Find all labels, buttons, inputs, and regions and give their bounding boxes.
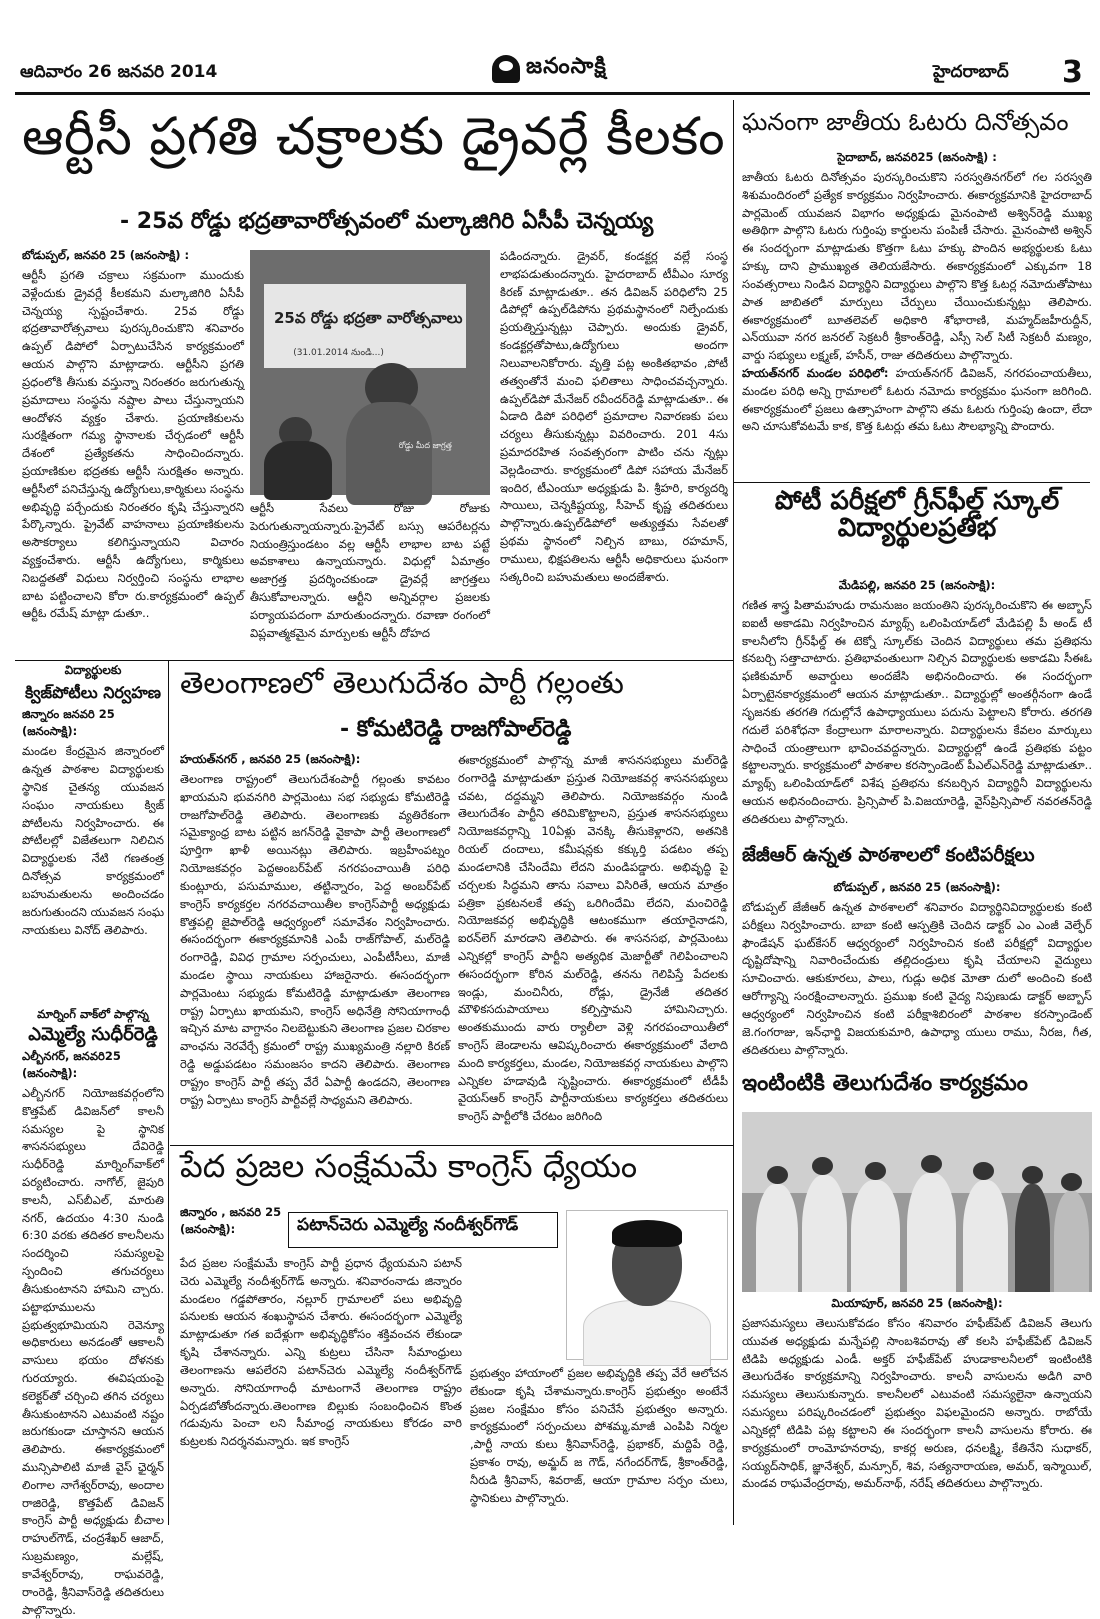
congress-headline: పేద ప్రజల సంక్షేమమే కాంగ్రెస్ ధ్యేయం xyxy=(180,1147,638,1185)
photo-person-1 xyxy=(756,1184,798,1292)
voters-headline: ఘనంగా జాతీయ ఓటరు దినోత్సవం xyxy=(742,108,1069,136)
congress-dateline: జిన్నారం , జనవరి 25 (జనంసాక్షి): xyxy=(180,1205,282,1236)
page-number: 3 xyxy=(1062,55,1083,90)
photo-person-body xyxy=(346,402,432,505)
quiz-kicker: విద్యార్థులకు xyxy=(64,663,122,677)
photo-door-to-door xyxy=(742,1112,1092,1292)
voters-dateline: సైదాబాద్, జనవరి25 (జనంసాక్షి) : xyxy=(837,150,997,164)
photo-head-1 xyxy=(767,1166,788,1184)
main-headline: ఆర్టీసీ ప్రగతి చక్రాలకు డ్రైవర్లే కీలకం xyxy=(22,107,726,167)
photo-banner-date: (31.01.2014 నుండి...) xyxy=(293,348,384,358)
intinti-body: ప్రజాసమస్యలు తెలుసుకోవడం కోసం శనివారం హఫీజ్‌పేట్ డివిజన్ తెలుగు యువత అధ్యక్షుడు మన్నేపల్లి సాంబశివరావు తో కలసి హఫీజ్‌పేట్ డివిజన్ టిడిపి అధ్యక్షుడు ఎండీ. అక్తర్ హఫీజ్‌పేట్ హుడాకాలనీలలో ఇంటింటికి తెలుగుదేశం కార్యక్రమాన్ని నిర్వహించారు. కాలనీ వాసులను అడిగి వారి సమస్యలు తెలుసుకున్నారు. కాలనీలలో ఎటువంటి సమస్యలైనా ఉన్నాయని సమస్యలు పరిష్కరించడంలో ప్రభుత్వం విఫలమైందని అన్నారు. రాబోయే ఎన్నికల్లో టిడిపి పట్ల కట్టాలని ఈ సందర్భంగా కాలనీ వాసులను కోరారు. ఈ కార్యక్రమంలో రాంమోహనరావు, కాకర్ల అరుణ, ధనలక్ష్మి, కేతినేని సుధాకర్, సయ్యద్‌సాధిక్, జ్ఞానేశ్వర్, మన్సూర్, శివ, సత్యనారాయణ, అమర్, ఇస్మాయిల్, మండవ రాఘవేంద్రరావు, అమర్‌నాథ్, నరేష్ తదితరులు పాల్గొన్నారు. xyxy=(742,1316,1092,1491)
main-subhead: - 25వ రోడ్డు భద్రతావారోత్సవంలో మల్కాజిగిరి ఏసీపీ చెన్నయ్య xyxy=(120,209,654,234)
photo-head-6 xyxy=(1022,1166,1043,1184)
greenfield-headline: పోటీ పరీక్షలో గ్రీన్‌ఫీల్డ్ స్కూల్ విద్యార్థులప్రతిభ xyxy=(774,486,1060,544)
eye-body: బోడుప్పల్ జేజీఆర్ ఉన్నత పాఠశాలలో శనివారం విద్యార్థినివిద్యార్థులకు కంటి పరీక్షలు నిర్వహించారు. బాబా కంటి ఆస్పత్రికి చెందిన డాక్టర్ ఎం ఎంజీ వెల్ఫేర్ ఫౌండేషన్ ఘట్‌కేసర్ ఆధ్వర్యంలో నిర్వహించిన కంటి పరీక్షల్లో విద్యార్థుల దృష్టిదోషాన్ని నివారించేందుకు తల్లిదండ్రులు కృషి చేయాలని వైద్యులు సూచించారు. ఆకుకూరలు, పాలు, గుడ్లు అధిక మోతా దులో అందించి కంటి ఆరోగ్యాన్ని సంరక్షించాలన్నారు. ప్రముఖ కంటి వైద్య నిపుణుడు డాక్టర్ అబ్బాస్ ఆధ్వర్యంలో నిర్వహించిన కంటి పరీక్షాశిబిరంలో పాఠశాల కరస్పాండెంట్ జె.గంగరాజు, ఇన్‌ఛార్జి విజయకుమారి, ఉపాధ్యా యులు రాము, నీరజ, గీత, తదితరులు పాల్గొన్నారు. xyxy=(742,900,1092,1057)
photo-seated-body xyxy=(264,441,331,500)
masthead-rule xyxy=(15,92,1090,95)
congress-subhead-box xyxy=(288,1212,558,1248)
walk-headline: ఎమ్మెల్యే సుధీర్‌రెడ్డి xyxy=(28,1024,158,1046)
voters-article xyxy=(742,150,1092,480)
walk-body: ఎల్బీనగర్ నియోజకవర్గంలోని కొత్తపేట్ డివిజన్‌లో కాలనీ సమస్యల పై స్థానిక శాసనసభ్యులు దేవిరెడ్డి సుధీర్‌రెడ్డి మార్నింగ్‌వాక్‌లో పర్యటించారు. నాగోల్, జైపురి కాలనీ, ఎస్‌బీఎల్, మారుతి నగర్, ఉదయం 4:30 నుండి 6:30 వరకు తదితర కాలనీలను సందర్శించి సమస్యలపై స్పందించి తగుచర్యలు తీసుకుంటానని హామిని చ్చారు. పట్టాభూములను ప్రభుత్వభూమియని రెవెన్యూ అధికారులు అనడంతో ఆకాలనీ వాసులు భయం దోళనకు గురయ్యారు. ఈవిషయంపై కలెక్టర్‌తో చర్చించి తగిన చర్యలు తీసుకుంటానని ఎటువంటి నష్టం జరుగకుండా చూస్తానని ఆయన తెలిపారు. ఈకార్యక్రమంలో మున్సిపాలిటి మాజీ వైస్ ఛైర్మన్ లింగాల నాగేశ్వర్‌రావు, అందాల రాజిరెడ్డి, కొత్తపేట్ డివిజన్ కాంగ్రెస్ పార్టీ అధ్యక్షుడు బీచాల రాహుల్‌గౌడ్, చంద్రశేఖర్ ఆజాద్, సుబ్రమణ్యం, మల్లేష్, కావేశ్వర్‌రావు, రాఘవరెడ్డి, రాంరెడ్డి, శ్రీనివాస్‌రెడ్డి తదితరులు పాల్గొన్నారు. xyxy=(22,1085,164,1617)
congress-col1a xyxy=(180,1255,462,1525)
eye-headline: జేజీఆర్ ఉన్నత పాఠశాలలో కంటిపరీక్షలు xyxy=(742,844,1035,866)
main-col3 xyxy=(500,248,728,653)
intinti-headline: ఇంటింటికి తెలుగుదేశం కార్యక్రమం xyxy=(742,1071,1028,1096)
section-rule xyxy=(170,1145,733,1146)
masthead-city: హైదరాబాద్ xyxy=(933,62,1009,82)
masthead-date: ఆదివారం 26 జనవరి 2014 xyxy=(20,62,218,82)
main-body-col3: పడిందన్నారు. డ్రైవర్, కండక్టర్ల వల్లే సంస్థ లాభపడుతుందన్నారు. హైదరాబాద్ టీవీఎం సూర్య కిరణ్ మాట్లాడుతూ.. తన డివిజన్ పరిధిలోని 25 డిపోల్లో ఉప్పల్‌డిపోను ప్రథమస్థానంలో నిల్పేందుకు ప్రయత్నిస్తున్నట్లు చెప్పారు. అందుకు డ్రైవర్, కండక్టర్లతోపాటు,ఉద్యోగులు అందగా నిలువాలనికోరారు. వృత్తి పట్ల అంకితభావం ,పోటీ తత్వంతోనే మంచి ఫలితాలు సాధించవచ్చన్నారు. ఉప్పల్‌డిపో మేనేజర్ రవీందర్‌రెడ్డి మాట్లాడుతూ.. ఈ ఏడాది డిపో పరిధిలో ప్రమాదాల నివారణకు పలు చర్యలు తీసుకున్నట్లు వివరించారు. 201 4సు ప్రమాదరహిత సంవత్సరంగా పాటిం చను న్నట్లు వెల్లడించారు. కార్యక్రమంలో డిపో సహాయ మేనేజర్ ఇందిర, టీఎంయూ అధ్యక్షుడు పి. శ్రీహరి, కార్యదర్శి సాయిలు, చెన్నకిష్టయ్య, సీహెచ్ కృష్ణ తదితరులు పాల్గొన్నారు.ఉప్పల్‌డిపోలో అత్యుత్తమ సేవలతో ప్రథమ స్థానంలో నిల్చిన బాబు, రహమాన్, రాములు, భిక్షపతిలను ఆర్టీసీ అధికారులు ఘనంగా సత్కరించి బహుమతులు అందజేశారు. xyxy=(500,249,728,584)
quiz-article xyxy=(22,664,164,1004)
congress-subhead: పటాన్‌చెరు ఎమ్మెల్యే నందీశ్వర్‌గౌడ్ xyxy=(297,1215,519,1235)
main-dateline: బోడుప్పల్, జనవరి 25 (జనంసాక్షి) : xyxy=(22,248,190,262)
logo-icon xyxy=(492,55,520,83)
main-col2-bottom xyxy=(250,500,490,655)
photo-note: రోడ్డు మీద జాగ్రత్త xyxy=(398,441,452,451)
intinti-article xyxy=(742,1296,1092,1526)
masthead-logo xyxy=(492,52,672,86)
quiz-body: మండల కేంద్రమైన జిన్నారంలో ఉన్నత పాఠశాల విద్యార్థులకు స్థానిక చైతన్య యువజన సంఘం నాయకులు క్విజ్ పోటీలను నిర్వహించారు. ఈ పోటీలల్లో విజేతలుగా నిలిచిన విద్యార్థులకు నేటి గణతంత్ర దినోత్సవ కార్యక్రమంలో బహుమతులను అందించడం జరుగుతుందని యువజన సంఘ నాయకులు వినోద్ తెలిపారు. xyxy=(22,744,164,937)
section-rule xyxy=(734,482,1090,483)
quiz-dateline: జిన్నారం జనవరి 25 (జనంసాక్షి): xyxy=(22,707,115,739)
tdp-headline: తెలంగాణలో తెలుగుదేశం పార్టీ గల్లంతు xyxy=(180,666,624,701)
voters-body-2 xyxy=(742,365,1092,436)
tdp-body-col2: ఈకార్యక్రమంలో పాల్గొన్న మాజీ శాసనసభ్యులు మల్‌రెడ్డి రంగారెడ్డి మాట్లాడుతూ ప్రస్తుత నియోజకవర్గ శాసనసభ్యులు చవట, దద్దమ్మని తెలిపారు. నియోజకవర్గం నుండి తెలుగుదేశం పార్టీని తరిమికొట్టాలని, ప్రస్తుత శాసనసభ్యులు నియోజకవర్గాన్ని 10ఏళ్లు వెనక్కి తీసుకెళ్లారని, అతనికి రియల్ దందాలు, కమీషన్లకు కక్కుర్తి పడటం తప్ప మండలానికి చేసిందేమి లేదని మండిపడ్డారు. అభివృద్ధి పై చర్చలకు సిద్ధమని తాను సవాలు విసిరితే, ఆయన మాత్రం పత్రికా ప్రకటనలకే తప్ప ఒరిగిందేమి లేదని, మంచిరెడ్డి నియోజకవర్గ అభివృద్ధికి ఆటంకముగా తయారైనాడని, ఐరన్‌లెగ్ మారడాని తెలిపారు. ఈ శాసనసభ, పార్లమెంటు ఎన్నికల్లో కాంగ్రెస్ పార్టీని అత్యధిక మెజార్టీతో గెలిపించాలని ఈసందర్భంగా కోరిన మల్‌రెడ్డి, తనను గెలిపిస్తే పేదలకు ఇండ్లు, మంచినీరు, రోడ్లు, డ్రైనేజీ తదితర మౌళికసదుపాయాలు కల్పిస్తామని హామినిచ్చారు. అంతకుముందు వారు ర్యాలీలా వెళ్లి నగరపంచాయితీలో కాంగ్రెస్ జెండాలను ఆవిష్కరించారు ఈకార్యక్రమంలో వేలాది మంది కార్యకర్తలు, మండల, నియోజకవర్గ నాయకులు పాల్గొని ఎన్నికల హడావుడి సృష్టించారు. ఈకార్యక్రమంలో టీడీపీ వైయస్‌ఆర్ కాంగ్రెస్ పార్టీనాయకులు కార్యకర్తలు తదితరులు కాంగ్రెస్ పార్టీలోకి చేరటం జరిగింది xyxy=(458,753,728,1124)
greenfield-article xyxy=(742,578,1092,840)
greenfield-body: గణిత శాస్త్ర పితామహుడు రామనుజం జయంతిని పురస్కరించుకొని ఈ అబ్బాస్ ఐఐటీ అకాడమి నిర్వహించిన మ్యాథ్స్ ఒలింపియాడ్‌లో మేడిపల్లి పీ అండ్ టీ కాలనీలోని గ్రీన్‌ఫీల్డ్ ఈ టెక్నో స్కూల్‌కు చెందిన విద్యార్థులు తమ ప్రతిభను కనబర్చి సత్తాచాటారు. ప్రతిభావంతులుగా నిల్చిన విద్యార్థులకు అకాడమి సీఈఓ ఫణికుమార్ అవార్డులు అందజేసి అభినందించారు. ఈ సందర్భంగా ఏర్పాటైనకార్యక్రమంలో ఆయన మాట్లాడుతూ.. విద్యార్థుల్లో అంతర్గీనంగా ఉండే సృజనకు తరగతి గదుల్లోనే ఉపాధ్యాయులు పదును పెట్టాలని కోరారు. తరగతి గదులే పరిశోధనా కేంద్రాలుగా మారాలన్నారు. విద్యార్థులను కేవలం మార్కులు సాధించే యంత్రాలుగా భావించవద్దన్నారు. విద్యార్థుల్లో ఉండే ప్రతిభకు పట్టం కట్టాలన్నారు. కార్యక్రమంలో పాఠశాల కరస్పాండెంట్ పీఎల్ఎన్‌రెడ్డి మాట్లాడుతూ.. మ్యాథ్స్ ఒలింపియాడ్‌లో విశేష ప్రతిభను కనబర్చిన విద్యార్థినీ విద్యార్థులను ఆయన అభినందించారు. ప్రిన్సిపాల్ పి.విజయారెడ్డి, వైస్‌ప్రిన్సిపాల్ నవరతన్‌రెడ్డి తదితరులు పాల్గొన్నారు. xyxy=(742,598,1092,826)
photo-person-5 xyxy=(963,1180,1009,1292)
photo-head-2 xyxy=(812,1157,833,1175)
eye-article xyxy=(742,880,1092,1065)
walk-kicker: మార్నింగ్ వాక్‌లో పాల్గొన్న xyxy=(37,1007,149,1021)
voters-body-2-label: హయత్‌నగర్ మండల పరిధిలో: xyxy=(742,365,889,380)
tdp-col1 xyxy=(180,752,450,1142)
voters-body-2-text: హయత్‌నగర్ డివిజన్, నగరపంచాయతీలు, మండల పరిధి అన్ని గ్రామాలలో ఓటరు నమోదు కార్యక్రమం ఘనంగా జరిగింది. ఈకార్యక్రమంలో ప్రజలు ఉత్సాహంగా పాల్గొని తమ ఓటరు గుర్తింపు ఉందా, లేదా అని చూసుకోవటమే కాక, కొత్త ఓటర్లు తమ ఓటు సౌలభ్యాన్ని పొందారు. xyxy=(742,365,1093,434)
tdp-subhead: - కోమటిరెడ్డి రాజగోపాల్‌రెడ్డి xyxy=(340,717,572,742)
column-divider xyxy=(168,660,169,1525)
congress-body-col1a: పేద ప్రజల సంక్షేమమే కాంగ్రెస్ పార్టీ ప్రధాన ధ్యేయమని పటాన్ చెరు ఎమ్మెల్యే నందీశ్వర్‌గౌడ్ అన్నారు. శనివారంనాడు జిన్నారం మండలం గడ్డపోతారం, నల్లూర్ గ్రామాలలో పలు అభివృద్ది పనులకు ఆయన శంఖుస్థాపన చేశారు. ఈసందర్భంగా ఎమ్మెల్యే మాట్లాడుతూ గత ఐదేళ్లుగా అభివృద్ధికోసం శక్తివంచన లేకుండా కృషి చేశానన్నారు. ఎన్ని కుట్రలు చేసినా సీమాంధ్రులు తెలంగాణను ఆపలేరని పటాన్‌చెరు ఎమ్మెల్యే నందీశ్వర్‌గౌడ్ అన్నారు. సోనియాగాంధీ మాటంగానే తెలంగాణ రాష్ట్రం ఏర్పడబోతోందన్నారు.తెలంగాణ బిల్లుకు సంబంధించిన కొంత గడువును పెంచా లని సీమాంధ్ర నాయకులు కోరడం వారి కుట్రలకు నిదర్శనమన్నారు. ఇక కాంగ్రెస్ xyxy=(180,1256,462,1449)
logo-text: జనంసాక్షి xyxy=(526,54,607,79)
tdp-dateline: హయత్‌నగర్ , జనవరి 25 (జనంసాక్షి): xyxy=(180,752,361,766)
photo-road-safety xyxy=(250,250,490,495)
photo-person-7 xyxy=(1054,1191,1089,1292)
section-rule xyxy=(15,660,733,661)
eye-dateline: బోడుప్పల్ , జనవరి 25 (జనంసాక్షి): xyxy=(833,880,1001,894)
column-divider xyxy=(733,100,734,1525)
congress-body-col1b: ప్రభుత్వం హాయాంలో ప్రజల అభివృద్ధికి తప్ప వేరే ఆలోచన లేకుండా కృషి చేశామన్నారు.కాంగ్రెస్ ప్రభుత్వం అంటేనే ప్రజల సంక్షేమం కోసం పనిచేసే ప్రభుత్వం అన్నారు. కార్యక్రమంలో సర్పంచులు పోశమ్మ,మాజీ ఎంపిపి నిర్మల ,పార్టీ నాయ కులు శ్రీనివాస్‌రెడ్డి, ప్రభాకర్, మద్దిపే రెడ్డి, ప్రకాశం రావు, అమ్జద్‌ జ గౌడ్, నగేందర్‌గౌడ్, శ్రీకాంత్‌రెడ్డి, నీరుడి శ్రీనివాస్, శివరాజ్, ఆయా గ్రామాల సర్పం చులు, స్థానికులు పాల్గొన్నారు. xyxy=(470,1366,728,1505)
photo-mla-portrait xyxy=(566,1210,728,1360)
portrait-hair xyxy=(612,1220,682,1247)
photo-person-2 xyxy=(802,1175,848,1292)
photo-person-3 xyxy=(851,1180,900,1292)
quiz-headline: క్విజ్‌పోటీలు నిర్వహణ xyxy=(25,682,161,702)
greenfield-dateline: మేడిపల్లి, జనవరి 25 (జనంసాక్షి): xyxy=(838,578,996,592)
voters-body: జాతీయ ఓటరు దినోత్సవం పురస్కరించుకొని సరస్వతినగర్‌లో గల సరస్వతి శిశుమందిరంలో ప్రత్యేక కార్యక్రమం నిర్వహించారు. ఈకార్యక్రమానికి హైదరాబాద్ పార్లమెంట్ యువజన విభాగం అధ్యక్షుడు మైనంపాటి అశ్విన్‌రెడ్డి ముఖ్య అతిథిగా పాల్గొని ఓటరు గుర్తింపు కార్డులను పంపిణీ చేసారు. మైనంపాటి అశ్విన్ ఈ సందర్భంగా మాట్లాడుతు కొత్తగా ఓటు హక్కు పొందిన అభ్యర్థులకు ఓటు హక్కు దాని ప్రాముఖ్యత తెలియజేసారు. ఈకార్యక్రమంలో ఎక్కువగా 18 సంవత్సరాలు నిండిన విద్యార్థిని విద్యార్థులు పాల్గొని కొత్త ఓటర్ల నమోదుతోపాటు పాత జాబితలో మార్పులు చేర్పులు చేయించుకున్నట్లు తెలిపారు. ఈకార్యక్రమంలో బూతలెవల్ అధికారి శోభారాణి, మహ్మద్‌జహీరుద్దీన్, ఎన్‌యువా నగర జనరల్ సెక్రటరీ శ్రీకాంత్‌రెడ్డి, ఎస్సీ సెల్ సిటీ సెక్రటరీ మణ్యం, వార్డు సభ్యులు లక్ష్మణ్, హసీన్, రాజు తదితరులు పాల్గొన్నారు. xyxy=(742,170,1092,363)
walk-dateline: ఎల్బీనగర్, జనవరి25 (జనంసాక్షి): xyxy=(22,1048,121,1080)
portrait-shirt xyxy=(583,1300,711,1367)
intinti-dateline: మియాపూర్, జనవరి 25 (జనంసాక్షి): xyxy=(831,1296,1003,1310)
congress-col1b xyxy=(470,1365,728,1525)
walk-article xyxy=(22,1007,164,1617)
photo-head-3 xyxy=(865,1162,886,1180)
photo-person-6 xyxy=(1015,1184,1050,1292)
main-body-col1: ఆర్టీసీ ప్రగతి చక్రాలు సక్రమంగా ముందుకు వెళ్లేందుకు డ్రైవర్లే కీలకమని మల్కాజిగిరి ఏసీపీ చెన్నయ్య స్పష్టంచేశారు. 25వ రోడ్డు భద్రతావారోత్సవాలు పురస్కరించుకొని శనివారం ఉప్పల్ డిపోలో ఏర్పాటుచేసిన కార్యక్రమంలో ఆయన పాల్గొని మాట్లాడారు. ఆర్టీసీని ప్రగతి ప్రధంలోకి తీసుకు వస్తున్నా నిరంతరం జరుగుతున్న ప్రమాదాలు సంస్థను నష్టాల పాలు చేస్తున్నాయని ఆందోళన వ్యక్తం చేశారు. ప్రయాణికులను సురక్షితంగా గమ్య స్థానాలకు చేర్చడంలో ఆర్టీసీ దేశంలో ప్రత్యేకతను సాధించిందన్నారు. ప్రయాణికుల భద్రతకు ఆర్టీసీ సురక్షితం అన్నారు. ఆర్టీసీలో పనిచేస్తున్న ఉద్యోగులు,కార్మికులు సంస్థను అభివృద్ధి పర్చేందుకు నిరంతరం కృషి చేస్తున్నారని పేర్కొన్నారు. ప్రైవేట్ వాహనాలు ప్రయాణికులను అసౌకర్యాలు కలిగిస్తున్నాయని విచారం వ్యక్తంచేశారు. ఆర్టీసీ ఉద్యోగులు, కార్మికులు నిబద్దతతో విధులు నిర్వర్తించి సంస్థను లాభాల బాట పట్టించాలని కోరా రు.కార్యక్రమంలో ఉప్పల్ ఆర్టీఓ రమేష్ మాట్లా డుతూ.. xyxy=(22,268,244,621)
tdp-body-col1: తెలంగాణ రాష్ట్రంలో తెలుగుదేశంపార్టీ గల్లంతు కావటం ఖాయమని భువనగిరి పార్లమెంటు సభ సభ్యుడు కోమటిరెడ్డి రాజగోపాల్‌రెడ్డి తెలిపారు. తెలంగాణకు వ్యతిరేకంగా సమైక్యాంధ్ర బాట పట్టిన జగన్‌రెడ్డి వైకాపా పార్టీ తెలంగాణలో పూర్తిగా ఖాళీ అయినట్లు తెలిపారు. ఇబ్రహీంపట్నం నియోజకవర్గం పెద్దఅంబర్‌పేట్ నగరపంచాయితీ పరిధి కుంట్లూరు, పసుమాముల, తట్టిన్నారం, పెద్ద అంబర్‌పేట్ కాంగ్రెస్ కార్యకర్తల నగరవచాయితీల కాంగ్రెస్‌పార్టీ అధ్యక్షుడు కొత్తపల్లి జైపాల్‌రెడ్డి ఆధ్వర్యంలో సమావేశం నిర్వహించారు. ఈసందర్భంగా ఈకార్యక్రమానికి ఎంపీ రాజ్‌గోపాల్, మల్‌రెడ్డి రంగారెడ్డి, వివిధ గ్రామాల సర్పంచులు, ఎంపీటీసీలు, మాజీ మండల స్థాయి నాయకులు హాజరైనారు. ఈసందర్భంగా పార్లమెంటు సభ్యుడు కోమటిరెడ్డి మాట్లాడుతూ తెలంగాణ రాష్ట్ర ఏర్పాటు ఖాయమని, కాంగ్రెస్ అధినేత్రి సోనియాగాంధీ ఇచ్చిన మాట వాగ్దానం నిలబెట్టుకుని తెలంగాణ ప్రజల చిరకాల వాంఛను నెరవేర్చే క్రమంలో రాష్ట్ర ముఖ్యమంత్రి నల్లారి కిరణ్ రెడ్డి అడ్డుపడటం సమంజసం కాదని తెలిపారు. తెలంగాణ రాష్ట్రం కాంగ్రెస్ పార్టీ తప్ప వేరే ఏపార్టీ ఉండదని, తెలంగాణ రాష్ట్ర ఏర్పాటు కాంగ్రెస్ పార్టీవల్లే సాధ్యమని తెలిపారు. xyxy=(180,772,450,1107)
main-col1 xyxy=(22,248,244,653)
photo-person-4 xyxy=(907,1173,956,1292)
tdp-col2 xyxy=(458,752,728,1142)
photo-head-7 xyxy=(1061,1173,1082,1191)
photo-banner-text: 25వ రోడ్డు భద్రతా వారోత్సవాలు xyxy=(274,308,463,327)
main-body-col2: ఆర్టీసీ సేవలు రోజు రోజుకు పెరుగుతున్నాయన్నారు.ప్రైవేట్ బస్సు ఆపరేటర్లను నియంత్రిస్తుండటం వల్ల ఆర్టీసీ లాభాల బాట పట్టే అవకాశాలు ఉన్నాయన్నారు. విధుల్లో ఏమాత్రం అజాగ్రత్త ప్రదర్శించకుండా డ్రైవర్లే జాగ్రత్తలు తీసుకోవాలన్నారు. ఆర్టీని అన్నివర్గాల ప్రజలకు పర్యాయపదంగా మారుతుందన్నారు. రవాణా రంగంలో విప్లవాత్మకమైన మార్పులకు ఆర్టీసీ దోహద xyxy=(250,501,490,640)
photo-head-4 xyxy=(921,1155,942,1173)
